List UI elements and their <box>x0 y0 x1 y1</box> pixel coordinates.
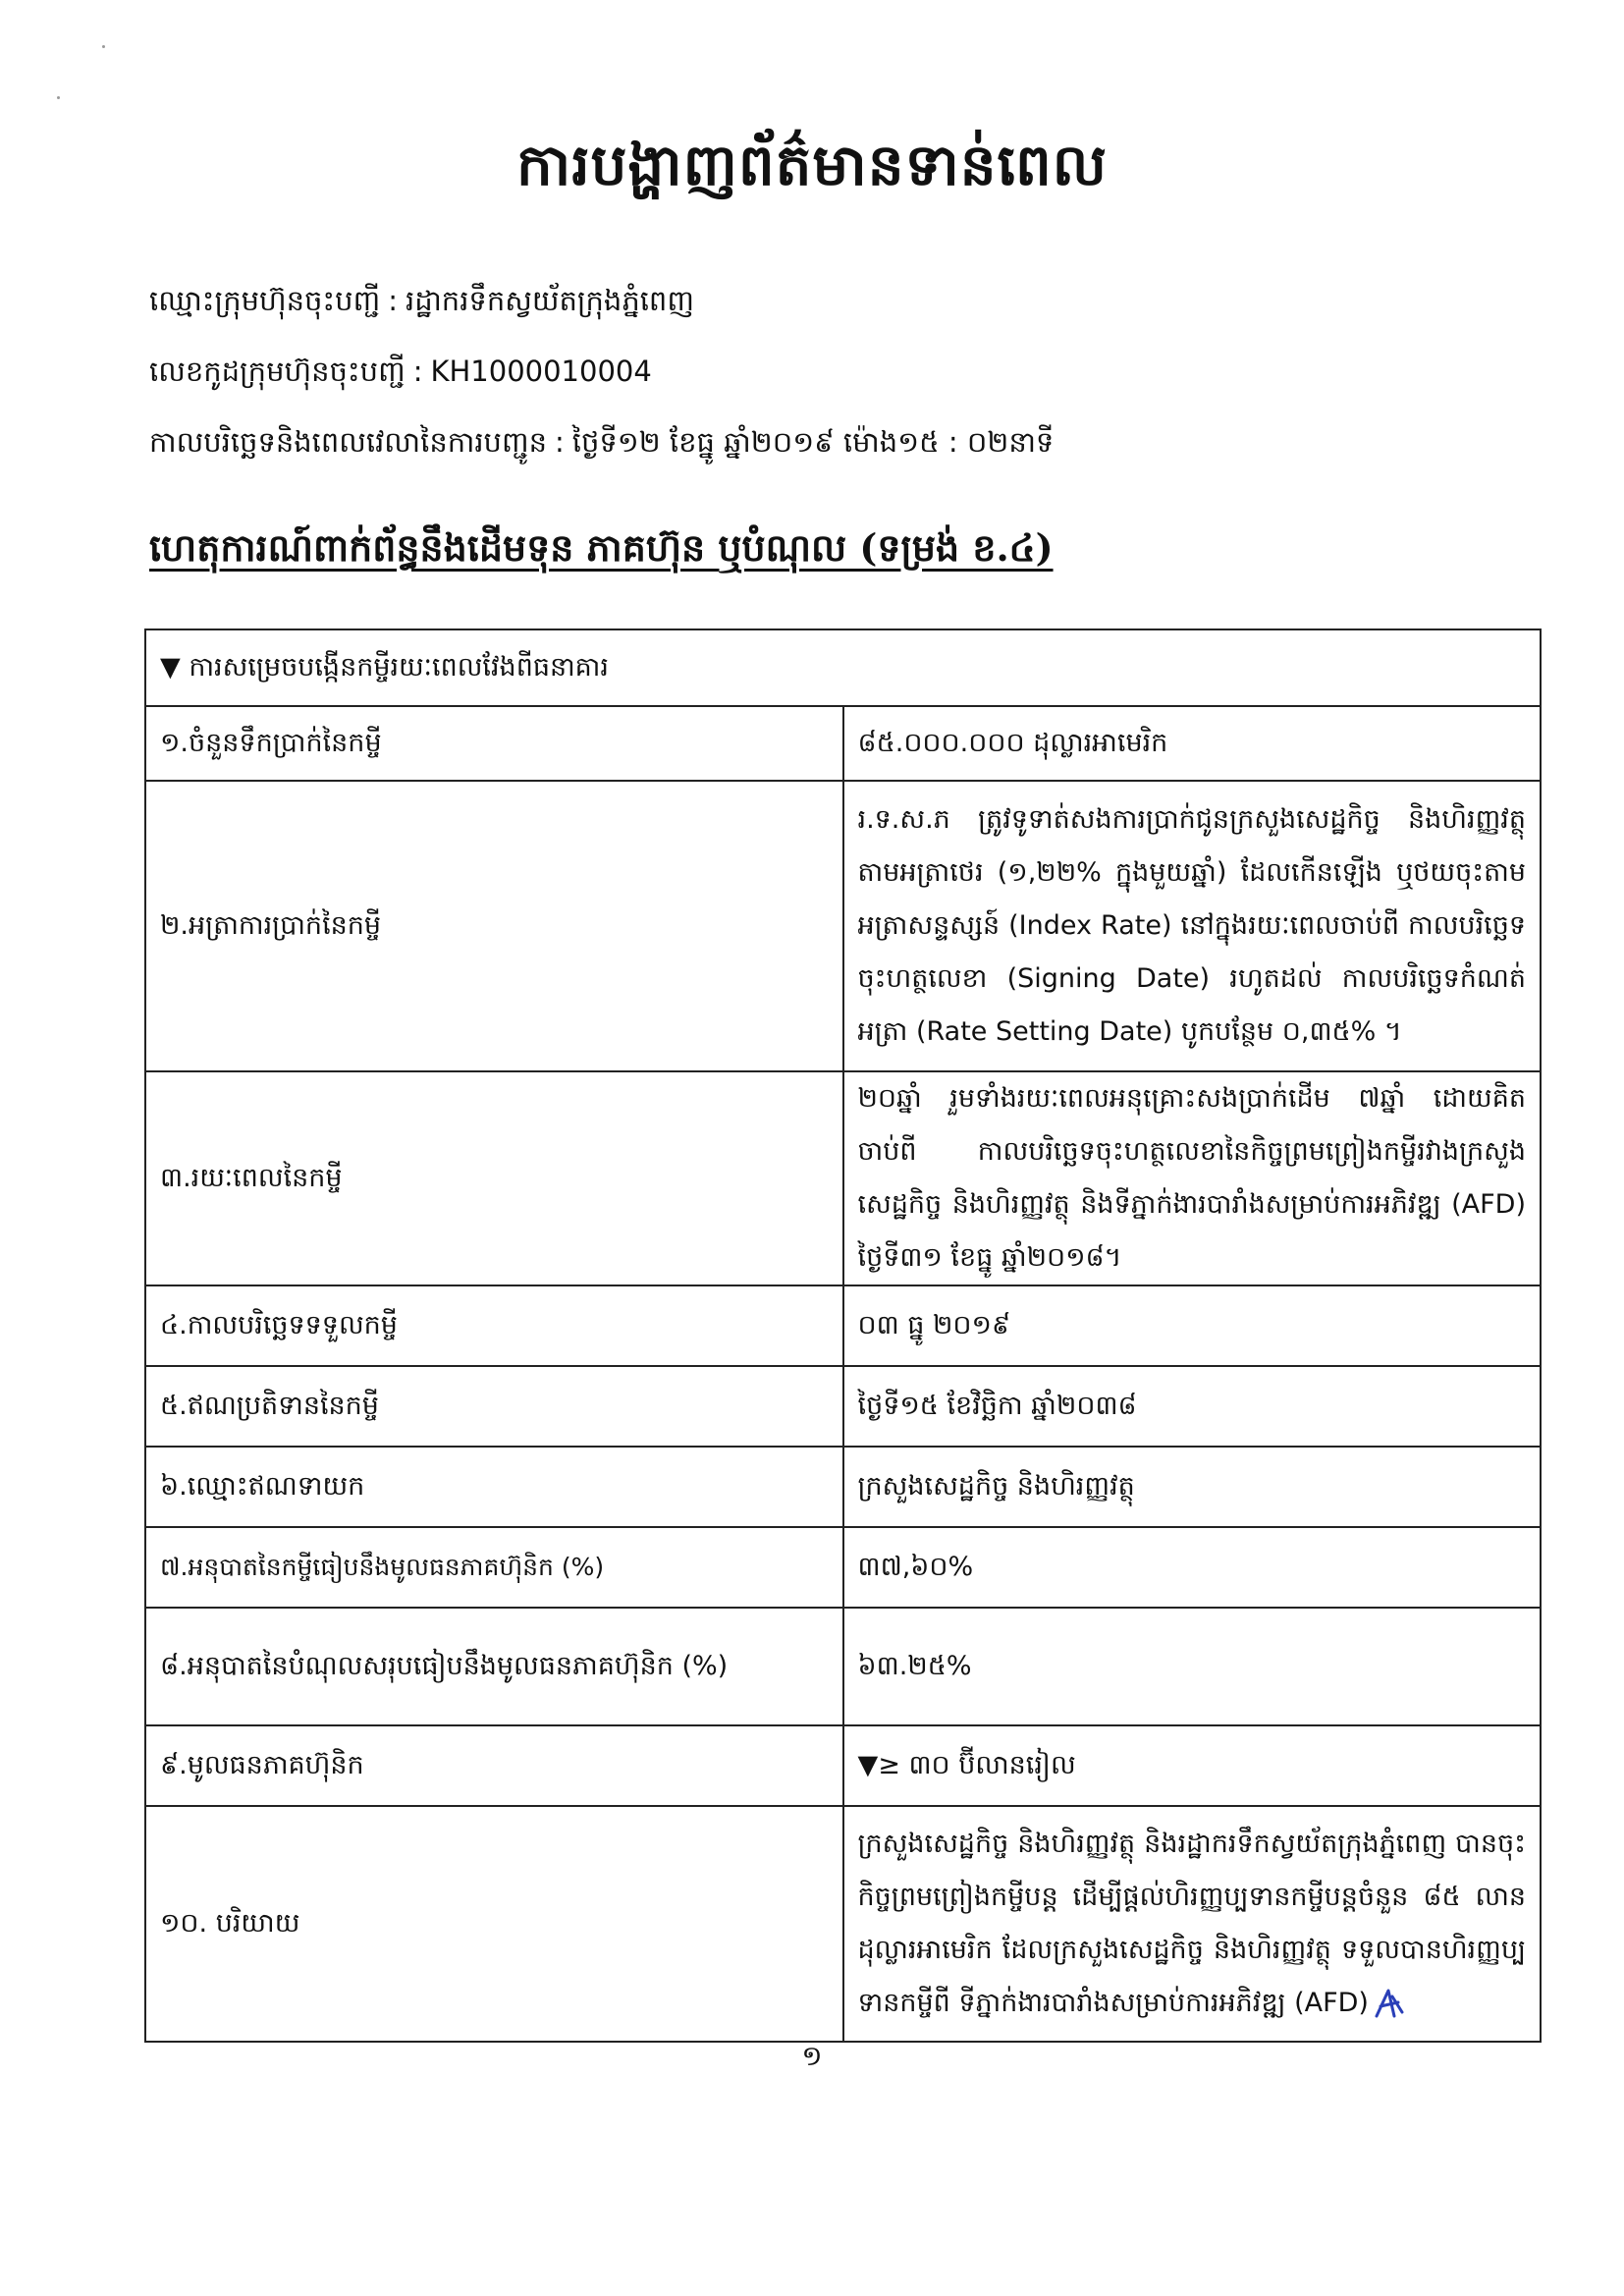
table-row <box>145 1725 1541 1806</box>
row-label: ៧.អនុបាតនៃកម្ចីធៀបនឹងមូលធនភាគហ៊ុនិក (%) <box>145 1527 843 1608</box>
row-label: ៦.ឈ្មោះឥណទាយក <box>145 1447 843 1527</box>
table-row <box>145 1366 1541 1447</box>
separator: : <box>388 284 398 317</box>
submission-line <box>149 420 1054 464</box>
row-value: ថ្ងៃទី១៥ ខែវិច្ឆិកា ឆ្នាំ២០៣៨ <box>843 1366 1542 1447</box>
table-row <box>145 1527 1541 1608</box>
document-title: ការបង្ហាញព័ត៌មានទាន់ពេល <box>515 132 1109 198</box>
handwritten-initial-mark-icon <box>1373 1987 1406 2022</box>
row-value: ២០ឆ្នាំ រួមទាំងរយៈពេលអនុគ្រោះសងប្រាក់ដើម ៧ឆ្នាំ ដោយគិតចាប់ពី កាលបរិច្ឆេទចុះហត្ថលេខានៃកិច្ចព្រមព្រៀងកម្ចីរវាងក្រសួងសេដ្ឋកិច្ច និងហិរញ្ញវត្ថុ និងទីភ្នាក់ងារបារាំងសម្រាប់ការអភិវឌ្ឍ (AFD) ថ្ងៃទី៣១ ខែធ្នូ ឆ្នាំ២០១៨។ <box>843 1071 1542 1285</box>
row-value-cell <box>843 1806 1542 2042</box>
submission-label: កាលបរិច្ឆេទនិងពេលវេលានៃការបញ្ជូន <box>149 425 547 459</box>
row-label: ៨.អនុបាតនៃបំណុលសរុបធៀបនឹងមូលធនភាគហ៊ុនិក (%) <box>145 1608 843 1725</box>
company-code-value: KH1000010004 <box>430 355 652 388</box>
row-label: ១.ចំនួនទឹកប្រាក់នៃកម្ចី <box>145 706 843 781</box>
table-row <box>145 1285 1541 1366</box>
company-name-label: ឈ្មោះក្រុមហ៊ុនចុះបញ្ជី <box>149 284 381 317</box>
row-label: ៩.មូលធនភាគហ៊ុនិក <box>145 1725 843 1806</box>
row-label: ២.អត្រាការប្រាក់នៃកម្ចី <box>145 781 843 1071</box>
separator: : <box>554 425 565 459</box>
row-label: ៥.ឥណប្រតិទាននៃកម្ចី <box>145 1366 843 1447</box>
row-value: រ.ទ.ស.ភ ត្រូវទូទាត់សងការប្រាក់ជូនក្រសួងសេដ្ឋកិច្ច និងហិរញ្ញវត្ថុ តាមអត្រាថេរ (១,២២% ក្នុងមួយឆ្នាំ) ដែលកើនឡើង ឬថយចុះតាមអត្រាសន្ទស្សន៍ (Index Rate) នៅក្នុងរយៈពេលចាប់ពី កាលបរិច្ឆេទចុះហត្ថលេខា (Signing Date) រហូតដល់ កាលបរិច្ឆេទកំណត់អត្រា (Rate Setting Date) បូកបន្ថែម ០,៣៥% ។ <box>843 781 1542 1071</box>
scan-speck <box>102 45 105 48</box>
table-row <box>145 706 1541 781</box>
table-row <box>145 1071 1541 1285</box>
table-row <box>145 781 1541 1071</box>
row-value: ៦៣.២៥% <box>843 1608 1542 1725</box>
row-value: ▼≥ ៣០ ប៊ីលានរៀល <box>843 1725 1542 1806</box>
row-label: ៤.កាលបរិច្ឆេទទទួលកម្ចី <box>145 1285 843 1366</box>
company-code-line <box>149 350 652 393</box>
submission-value: ថ្ងៃទី១២ ខែធ្នូ ឆ្នាំ២០១៩ ម៉ោង១៥ : ០២នាទី <box>571 425 1055 459</box>
row-value: ៨៥.០០០.០០០ ដុល្លារអាមេរិក <box>843 706 1542 781</box>
row-value: ០៣ ធ្នូ ២០១៩ <box>843 1285 1542 1366</box>
row-value: ក្រសួងសេដ្ឋកិច្ច និងហិរញ្ញវត្ថុ និងរដ្ឋាករទឹកស្វយ័តក្រុងភ្នំពេញ បានចុះកិច្ចព្រមព្រៀងកម្ចីបន្ត ដើម្បីផ្តល់ហិរញ្ញប្បទានកម្ចីបន្តចំនួន ៨៥ លានដុល្លារអាមេរិក ដែលក្រសួងសេដ្ឋកិច្ច និងហិរញ្ញវត្ថុ ទទួលបានហិរញ្ញប្បទានកម្ចីពី ទីភ្នាក់ងារបារាំងសម្រាប់ការអភិវឌ្ឍ (AFD) <box>857 1829 1526 2018</box>
company-code-label: លេខកូដក្រុមហ៊ុនចុះបញ្ជី <box>149 355 406 388</box>
row-value: ក្រសួងសេដ្ឋកិច្ច និងហិរញ្ញវត្ថុ <box>843 1447 1542 1527</box>
row-label: ១០. បរិយាយ <box>145 1806 843 2042</box>
scan-speck <box>57 96 60 99</box>
table-row <box>145 1447 1541 1527</box>
row-value: ៣៧,៦០% <box>843 1527 1542 1608</box>
section-heading: ហេតុការណ៍ពាក់ព័ន្ធនឹងដើមទុន ភាគហ៊ុន ឬបំណុល (ទម្រង់ ខ.៤) <box>149 525 1054 570</box>
company-name-line <box>149 279 694 322</box>
table-row <box>145 1806 1541 2042</box>
separator: : <box>412 355 423 388</box>
table-row <box>145 1608 1541 1725</box>
table-header-row <box>145 629 1541 706</box>
row-label: ៣.រយៈពេលនៃកម្ចី <box>145 1071 843 1285</box>
table-header: ▼ ការសម្រេចបង្កើនកម្ចីរយៈពេលវែងពីធនាគារ <box>145 629 1541 706</box>
page-number: ១ <box>801 2040 823 2072</box>
company-name-value: រដ្ឋាករទឹកស្វយ័តក្រុងភ្នំពេញ <box>405 284 694 317</box>
details-table <box>144 629 1542 2043</box>
